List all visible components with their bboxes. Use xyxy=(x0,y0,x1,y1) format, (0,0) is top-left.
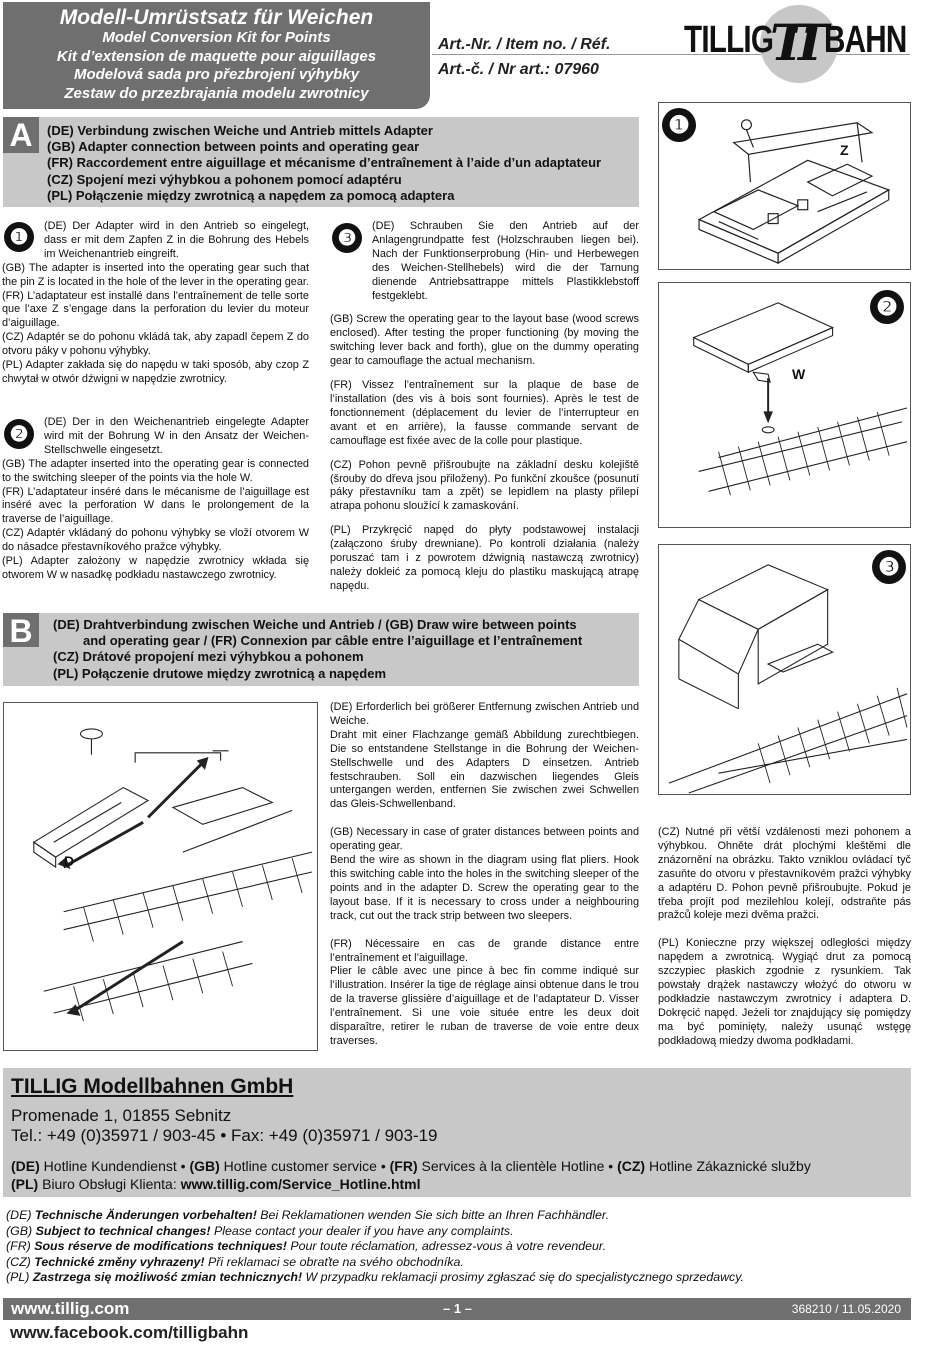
figure-2-connection-drawing xyxy=(658,282,911,528)
section-b-cz: (CZ) Nutné při větší vzdálenosti mezi pohonem a výhybkou. Ohněte drát plochými kleštěmi dle znázornění na obrázku. Takto vzniklou ovládací tyč zasuňte do otvoru v přestavníkovém pražci výhybky a adaptéru D. Pohon pevně přišroubujte. Pokud je třeba projít pod mezilehlou kolejí, odstraňte pás pražců koleje mezi dvěma pražci. xyxy=(658,826,911,922)
step-1-text xyxy=(2,220,309,387)
hotline-text: Biuro Obsługi Klienta: xyxy=(38,1176,181,1192)
note-code: (GB) xyxy=(6,1223,36,1238)
section-b-gb-intro: (GB) Necessary in case of grater distances between points and operating gear. xyxy=(330,826,639,853)
note-code: (DE) xyxy=(6,1208,35,1222)
title-de: Modell-Umrüstsatz für Weichen xyxy=(59,6,374,29)
hotline-code: (PL) xyxy=(11,1176,39,1192)
step-2-number: ❷ xyxy=(4,419,34,449)
header-title-box xyxy=(3,2,430,109)
step-2-pl: (PL) Adapter założony w napędzie zwrotnicy wkłada się otworem W w nasadkę podkładu nastawczego zwrotnicy. xyxy=(2,555,309,581)
company-phone: Tel.: +49 (0)35971 / 903-45 • Fax: +49 (0)35971 / 903-19 xyxy=(11,1126,438,1145)
section-a-line: (DE) Verbindung zwischen Weiche und Antrieb mittels Adapter xyxy=(47,123,433,138)
title-fr: Kit d’extension de maquette pour aiguillages xyxy=(56,47,377,65)
note-rest: Při reklamaci se obraťte na svého obchodníka. xyxy=(204,1254,464,1269)
section-b-text-right xyxy=(658,826,911,1049)
title-cz: Modelová sada pro přezbrojení výhybky xyxy=(73,66,360,83)
section-a-line: (CZ) Spojení mezi výhybkou a pohonem pomocí adaptéru xyxy=(47,171,402,187)
section-b-de-body: Draht mit einer Flachzange gemäß Abbildung zurechtbiegen. Die so entstandene Stellstange in die Bohrung der Weichen-Stellschwelle und des Adapters D einsetzen. Antrieb festschrauben. Soll ein dazwischen liegendes Gleis untergangen werden, entfernen Sie zwischen zwei Schwellen das Gleis-Schwellenband. xyxy=(330,728,639,811)
article-line-1: Art.-Nr. / Item no. / Réf. xyxy=(438,36,611,53)
note-line xyxy=(6,1208,744,1224)
note-bold: Technische Änderungen vorbehalten! xyxy=(34,1208,257,1222)
note-line xyxy=(6,1239,744,1255)
figure-b-wire-drawing xyxy=(3,702,318,1051)
hotline-code: (FR) xyxy=(389,1158,418,1174)
note-code: (CZ) xyxy=(6,1254,35,1269)
section-b-line: (PL) Połączenie drutowe między zwrotnicą a napędem xyxy=(53,665,387,681)
website-link[interactable]: www.tillig.com xyxy=(11,1299,130,1318)
section-a-line: (PL) Połączenie między zwrotnicą a napędem za pomocą adaptera xyxy=(47,187,455,203)
company-name: TILLIG Modellbahnen GmbH xyxy=(11,1075,294,1098)
article-number xyxy=(438,32,610,82)
step-1-fr: (FR) L’adaptateur est installé dans l’entraînement de telle sorte que l’axe Z s’engage dans la perforation du levier du moteur d’aiguillage. xyxy=(2,289,309,330)
section-a-letter: A xyxy=(3,117,39,153)
note-line xyxy=(6,1270,744,1286)
section-b-line: and operating gear / (FR) Connexion par câble entre l’aiguillage et l’entraînement xyxy=(83,633,583,649)
hotline-line-1 xyxy=(11,1157,903,1175)
step-3-cz: (CZ) Pohon pevně přišroubujte na základní desku kolejiště (šrouby do dřeva jsou přiloženy). Po funkční zkoušce (posunutí páky přestavníku tam a zpět) se lepidlem na plasty přilepí atrapa pohonu sloužící k zamaskování. xyxy=(330,458,639,513)
section-b-line: (DE) Drahtverbindung zwischen Weiche und Antrieb / (GB) Draw wire between points xyxy=(53,617,577,632)
step-3-pl: (PL) Przykręcić napęd do płyty podstawowej instalacji (załączono śruby drewniane). Po kontroli działania (należy poruszać tam i z powrotem dźwignią nastawczą zwrotnicy) należy dokleić za pomocą kleju do plastiku maskującą atrapę napędu. xyxy=(330,524,639,592)
hotline-code: (CZ) xyxy=(617,1158,646,1174)
logo-word-tillig: TILLIG xyxy=(684,19,774,61)
note-rest: W przypadku reklamacji prosimy zgłaszać się do specjalistycznego sprzedawcy. xyxy=(302,1270,744,1284)
tillig-logo xyxy=(684,5,910,83)
note-rest: Please contact your dealer if you have any complaints. xyxy=(210,1223,514,1238)
note-rest: Pour toute réclamation, adressez-vous à votre revendeur. xyxy=(286,1239,607,1253)
section-a-line: (GB) Adapter connection between points and operating gear xyxy=(47,139,420,155)
note-bold: Sous réserve de modifications techniques! xyxy=(34,1239,287,1253)
section-b-fr-intro: (FR) Nécessaire en cas de grande distance entre l’entraînement et l’aiguillage. xyxy=(330,937,639,964)
step-3-fr: (FR) Vissez l’entraînement sur la plaque de base de l’installation (des vis à bois sont fournies). Après le test de fonctionnement (déplacement du levier de l’interrupteur en avant et en arrière), la fausse commande servant de camouflage est fixée avec de la colle pour plastique. xyxy=(330,379,639,447)
facebook-link[interactable]: www.facebook.com/tilligbahn xyxy=(10,1323,249,1342)
figure-1-svg xyxy=(659,103,910,269)
page-number: – 1 – xyxy=(443,1301,472,1316)
figure-3-number: ❸ xyxy=(872,550,906,584)
bottom-bar xyxy=(3,1298,911,1320)
section-b-fr-body: Plier le câble avec une pince à bec fin comme indiqué sur l’illustration. Insérer la tige de réglage ainsi obtenue dans le trou de la traverse glissière d’aiguillage et de l’adaptateur D. Visser l’entraînement. Si une voie située entre les deux doit disparaître, retirer le ruban de traverse de voie entre deux traverses. xyxy=(330,965,639,1047)
step-2-cz: (CZ) Adaptér vkládaný do pohonu výhybky se vloží otvorem W do násadce přestavníkového pražce výhybky. xyxy=(2,527,309,554)
section-b-line: (CZ) Drátové propojení mezi výhybkou a pohonem xyxy=(53,649,364,665)
figure-1-adapter-drawing xyxy=(658,102,911,270)
section-a-line: (FR) Raccordement entre aiguillage et mécanisme d’entraînement à l’aide d’un adaptateur xyxy=(47,155,602,171)
figure-3-dummy-gear-drawing xyxy=(658,544,911,795)
note-rest: Bei Reklamationen wenden Sie sich bitte an Ihren Fachhändler. xyxy=(256,1208,610,1222)
step-3-gb: (GB) Screw the operating gear to the layout base (wood screws enclosed). After testing the proper functioning (by moving the switching lever back and forth), glue on the dummy operating gear to camouflage the actual mechanism. xyxy=(330,313,639,368)
figure-b-svg xyxy=(4,703,317,1050)
note-code: (PL) xyxy=(6,1270,33,1284)
title-pl: Zestaw do przezbrajania modelu zwrotnicy xyxy=(64,84,369,102)
note-bold: Technické změny vyhrazeny! xyxy=(34,1254,205,1269)
section-b-gb-body: Bend the wire as shown in the diagram using flat pliers. Hook this switching cable into the holes in the switching sleeper of the points and in the adapter D. Screw the operating gear to the layout base. If it is necessary to cross under a neighbouring track, cut out the track strip between two sleepers. xyxy=(330,854,639,922)
section-b-pl: (PL) Konieczne przy większej odległości między napędem a zwrotnicą. Wygiąć drut za pomocą szczypiec płaskich zgodnie z rysunkiem. Tak powstały drążek nastawczy włożyć do otworu w podkładzie nastawczym zwrotnicy i adaptera D. Dokręcić napęd. Jeżeli tor znajdujący się pomiędzy ma być pominięty, należy usunąć wstęgę podkładową miedzy dwoma podkładami. xyxy=(658,937,911,1047)
note-code: (FR) xyxy=(6,1239,35,1253)
article-line-2: Art.-č. / Nr art.: 07960 xyxy=(438,61,599,78)
note-bold: Zastrzega się możliwość zmian technicznych! xyxy=(32,1270,303,1284)
logo-tt-mark: TT xyxy=(770,13,815,72)
figure-3-svg xyxy=(659,545,910,794)
hotline-code: (DE) xyxy=(11,1158,40,1174)
step-1-gb: (GB) The adapter is inserted into the operating gear such that the pin Z is located in the hole of the lever in the operating gear. xyxy=(2,261,309,288)
step-2-de: (DE) Der in den Weichenantrieb eingelegte Adapter wird mit der Bohrung W in den Ansatz der Weichen-Stellschwelle eingesetzt. xyxy=(44,416,309,456)
hotline-url-link[interactable]: www.tillig.com/Service_Hotline.html xyxy=(180,1176,421,1192)
step-1-number: ❶ xyxy=(4,222,34,252)
section-b-letter: B xyxy=(3,613,39,647)
logo-word-bahn: BAHN xyxy=(824,19,907,61)
note-line xyxy=(6,1255,744,1271)
step-3-text xyxy=(330,220,639,594)
step-3-de: (DE) Schrauben Sie den Antrieb auf der Anlagengrundpatte fest (Holzschrauben liegen bei). Nach der Funktionserprobung (Hin- und Herbewegen des Weichen-Stellhebels) wird die der Tarnung dienende Antriebsattrappe mittels Plastikklebstoff festgeklebt. xyxy=(372,220,639,302)
section-b-de-intro: (DE) Erforderlich bei größerer Entfernung zwischen Antrieb und Weiche. xyxy=(330,701,639,727)
step-2-gb: (GB) The adapter inserted into the operating gear is connected to the switching sleeper of the points via the hole W. xyxy=(2,457,309,484)
section-a-heading xyxy=(47,123,601,204)
title-gb: Model Conversion Kit for Points xyxy=(102,29,331,46)
figure-b-label-d: D xyxy=(64,853,75,869)
section-b-text-middle xyxy=(330,701,639,1049)
note-line xyxy=(6,1224,744,1240)
hotline-line-2 xyxy=(11,1175,903,1193)
step-3-number: ❸ xyxy=(332,223,362,253)
footer-contact-box xyxy=(3,1068,911,1197)
company-address: Promenade 1, 01855 Sebnitz xyxy=(11,1106,232,1125)
step-2-text xyxy=(2,416,309,583)
step-1-cz: (CZ) Adaptér se do pohonu vkládá tak, aby zapadl čepem Z do otvoru páky v pohonu výhybky. xyxy=(2,331,309,358)
hotline-text: Services à la clientèle Hotline • xyxy=(417,1158,618,1174)
figure-1-number: ❶ xyxy=(662,108,696,142)
document-number: 368210 / 11.05.2020 xyxy=(791,1302,901,1316)
figure-2-number: ❷ xyxy=(870,290,904,324)
hotline-text: Hotline customer service • xyxy=(219,1158,390,1174)
figure-1-label-z: Z xyxy=(840,142,849,158)
section-b-heading xyxy=(53,617,582,682)
step-1-de: (DE) Der Adapter wird in den Antrieb so eingelegt, dass er mit dem Zapfen Z in die Bohrung des Hebels im Weichenantrieb eingreift. xyxy=(44,220,309,260)
hotline-text: Hotline Zákaznické služby xyxy=(645,1158,811,1174)
technical-notes xyxy=(6,1208,744,1286)
note-bold: Subject to technical changes! xyxy=(35,1223,211,1238)
hotline-code: (GB) xyxy=(189,1158,220,1174)
hotline-text: Hotline Kundendienst • xyxy=(39,1158,190,1174)
step-1-pl: (PL) Adapter zakłada się do napędu w taki sposób, aby czop Z chwytał w otwór dźwigni w napędzie zwrotnicy. xyxy=(2,359,309,385)
figure-2-label-w: W xyxy=(792,366,806,382)
figure-2-svg xyxy=(659,283,910,527)
step-2-fr: (FR) L’adaptateur inséré dans le mécanisme de l’aiguillage est inséré avec la perforation W dans le prolongement de la traverse de l’aiguillage. xyxy=(2,485,309,526)
